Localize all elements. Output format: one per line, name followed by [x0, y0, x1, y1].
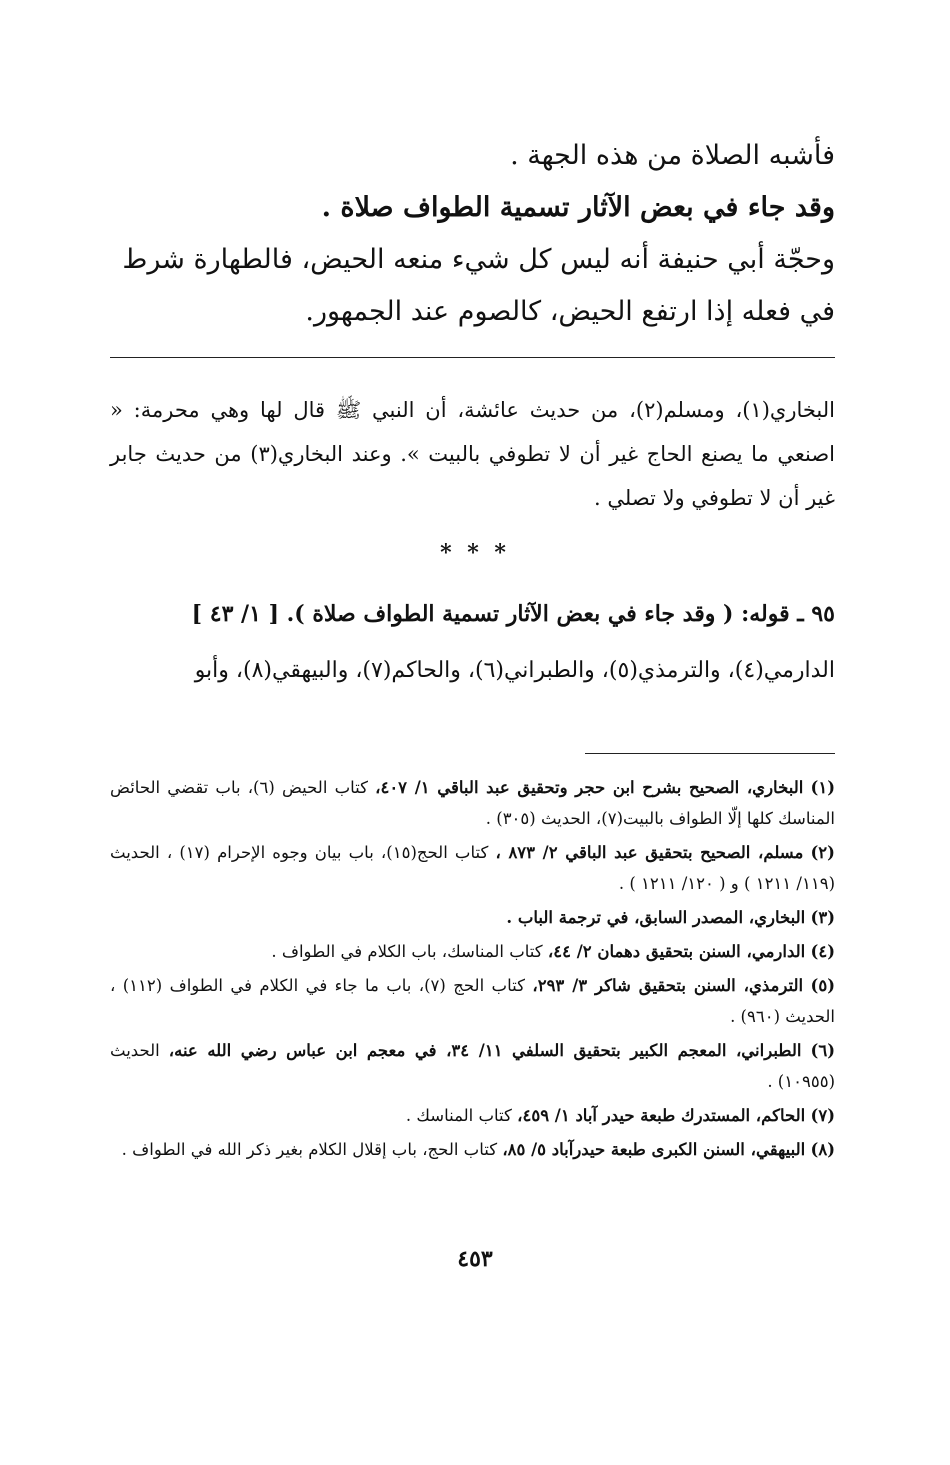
footnote-number: (٤) [810, 942, 835, 961]
main-line-1: فأشبه الصلاة من هذه الجهة . [510, 140, 835, 171]
footnote-rest: كتاب المناسك، باب الكلام في الطواف . [271, 942, 543, 961]
footnote-number: (٥) [810, 976, 835, 995]
footnote-rest: الحديث (١٠٩٥٥) . [110, 1041, 835, 1091]
footnote-number: (٣) [810, 908, 835, 927]
footnote-number: (٨) [810, 1140, 835, 1159]
separator-stars: * * * [440, 540, 510, 566]
hadith-quote-text: البخاري(١)، ومسلم(٢)، من حديث عائشة، أن النبي ﷺ قال لها وهي محرمة: « اصنعي ما يصنع الحاج غير أن لا تطوفي بالبيت ». وعند البخاري(٣) من حديث جابر غير أن لا تطوفي ولا تصلي . [110, 398, 835, 510]
footnote-rest: كتاب الحج(١٥)، باب بيان وجوه الإحرام (١٧) ، الحديث (١١٩/ ١٢١١ ) و ( ١٢٠/ ١٢١١ ) . [110, 843, 835, 893]
main-line-3: وحجّة أبي حنيفة أنه ليس كل شيء منعه الحيض، فالطهارة شرط في فعله إذا ارتفع الحيض، كالصوم عند الجمهور. [122, 244, 835, 327]
main-line-2: وقد جاء في بعض الآثار تسمية الطواف صلاة . [321, 192, 835, 223]
footnote-source: البيهقي، السنن الكبرى طبعة حيدرآباد ٥/ ٨٥، [502, 1140, 806, 1159]
footnote-4 [110, 936, 835, 967]
footnote-source: الترمذي، السنن بتحقيق شاكر ٣/ ٢٩٣، [532, 976, 804, 995]
footnote-source: البخاري، الصحيح بشرح ابن حجر وتحقيق عبد الباقي ١/ ٤٠٧، [375, 778, 804, 797]
footnote-source: مسلم، الصحيح بتحقيق عبد الباقي ٢/ ٨٧٣ ، [495, 843, 804, 862]
footnote-number: (١) [810, 778, 835, 797]
page-number: ٤٥٣ [457, 1246, 493, 1272]
footnote-rest: كتاب المناسك . [405, 1106, 512, 1125]
footnote-rest: كتاب الحيض (٦)، باب تقضي الحائض المناسك كلها إلّا الطواف بالبيت(٧)، الحديث (٣٠٥) . [110, 778, 835, 828]
footnote-source: الحاكم، المستدرك طبعة حيدر آباد ١/ ٤٥٩، [517, 1106, 806, 1125]
footnote-2 [110, 837, 835, 899]
footnote-8 [110, 1134, 835, 1165]
footnote-number: (٦) [810, 1041, 836, 1060]
footnote-1 [110, 772, 835, 834]
section-divider [110, 357, 835, 358]
footnote-divider [585, 753, 835, 754]
footnote-source: الدارمي، السنن بتحقيق دهمان ٢/ ٤٤، [547, 942, 806, 961]
footnote-7 [110, 1100, 835, 1131]
footnote-rest: كتاب الحج (٧)، باب ما جاء في الكلام في الطواف (١١٢) ، الحديث (٩٦٠) . [110, 976, 835, 1026]
footnotes [110, 772, 835, 1168]
footnote-5 [110, 970, 835, 1032]
footnote-6 [110, 1035, 835, 1097]
footnote-rest: كتاب الحج، باب إقلال الكلام بغير ذكر الله في الطواف . [121, 1140, 498, 1159]
entry-heading: ٩٥ ـ قوله: ( وقد جاء في بعض الآثار تسمية الطواف صلاة ). [ ١/ ٤٣ ] [191, 601, 835, 627]
footnote-source: الطبراني، المعجم الكبير بتحقيق السلفي ١١/ ٣٤، في معجم ابن عباس رضي الله عنه، [168, 1041, 802, 1060]
footnote-3 [110, 902, 835, 933]
footnote-source: البخاري، المصدر السابق، في ترجمة الباب . [506, 908, 806, 927]
footnote-number: (٢) [810, 843, 835, 862]
main-text [110, 130, 835, 338]
entry-body: الدارمي(٤)، والترمذي(٥)، والطبراني(٦)، والحاكم(٧)، والبيهقي(٨)، وأبو [194, 658, 835, 683]
hadith-quote [110, 388, 835, 520]
footnote-number: (٧) [810, 1106, 835, 1125]
